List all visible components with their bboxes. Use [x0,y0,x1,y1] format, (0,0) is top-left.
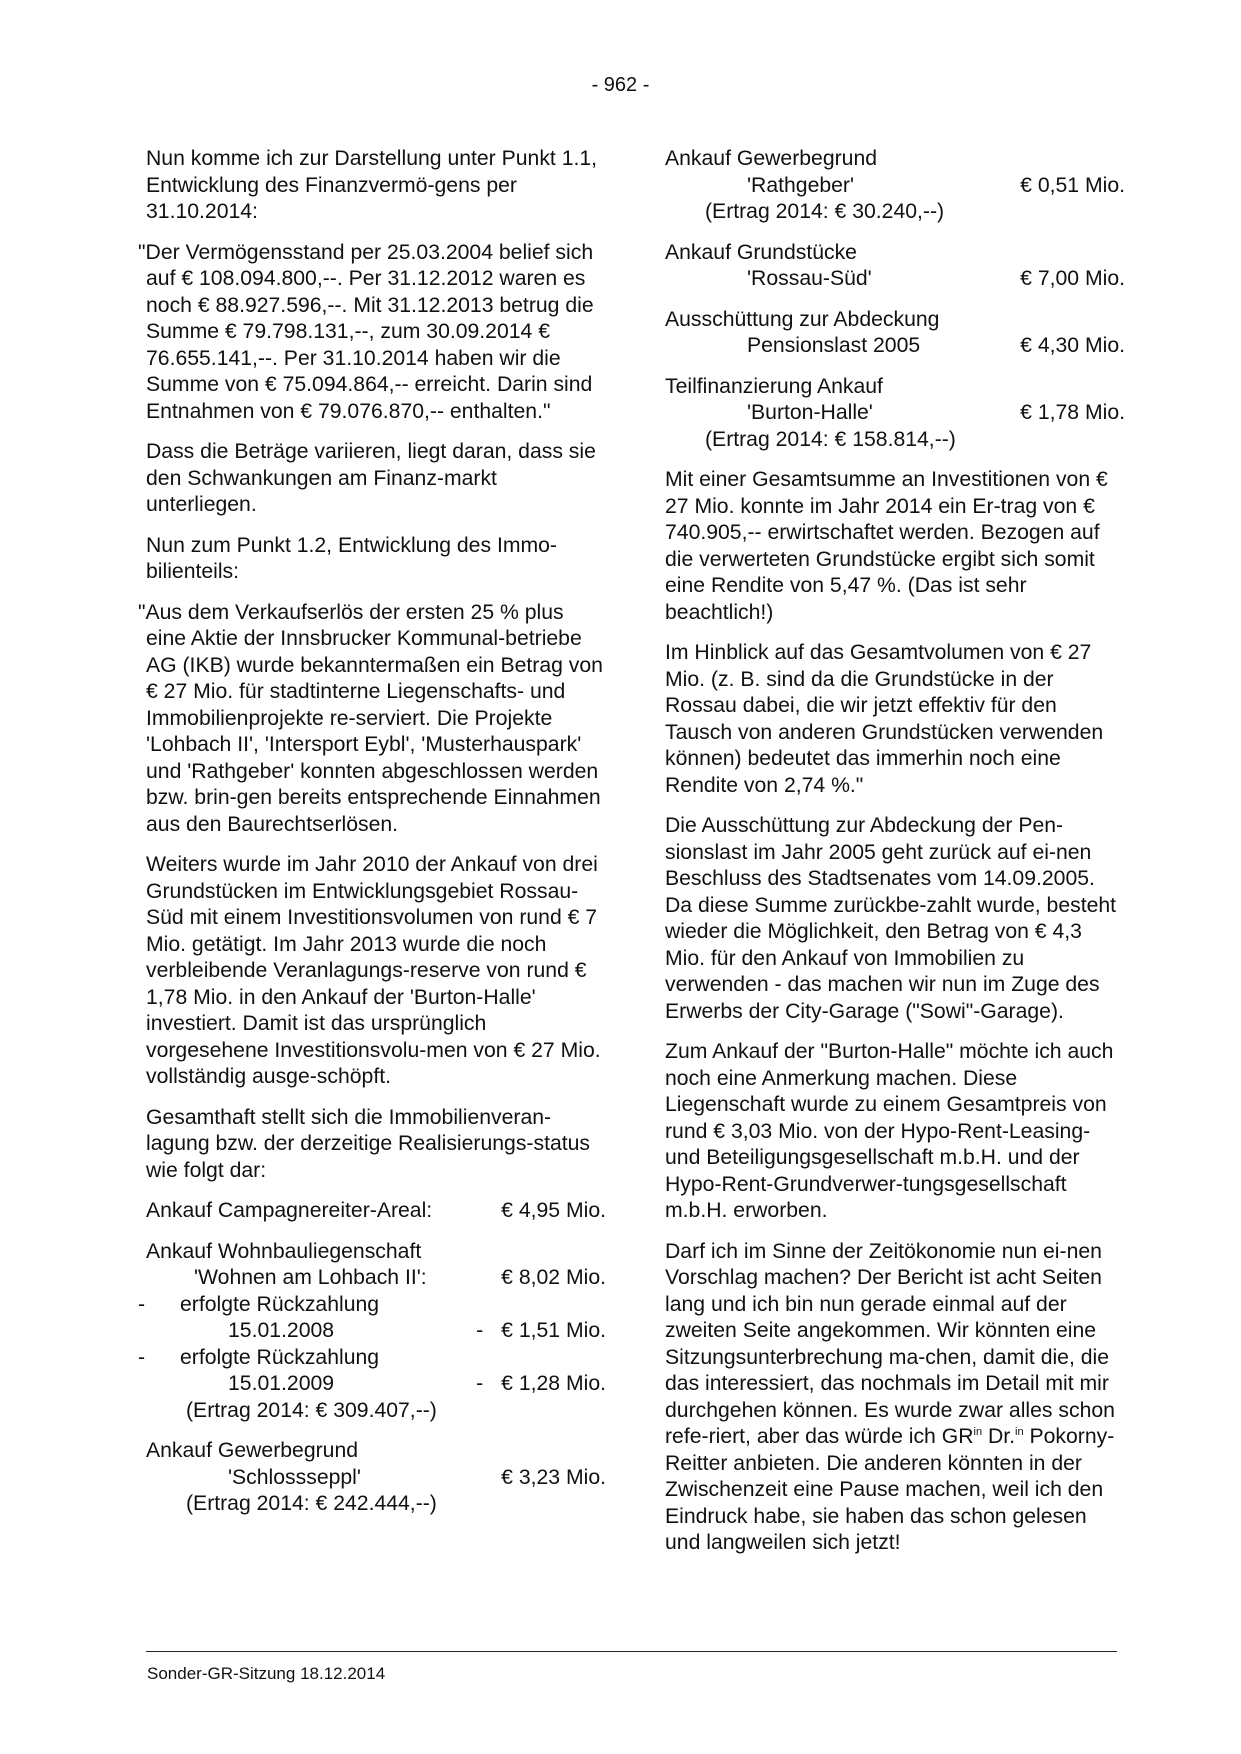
item-ertrag: (Ertrag 2014: € 158.814,--) [705,427,956,451]
item-value: € 4,30 Mio. [1020,334,1125,357]
footer-divider [146,1651,1117,1652]
item-schlossseppl [146,1438,606,1518]
item-label: Ankauf Campagnereiter-Areal: [146,1199,433,1222]
rueckzahlung-2-dash: - [476,1372,484,1395]
rueckzahlung-2-value: € 1,28 Mio. [501,1372,606,1395]
paragraph-status-intro: Gesamthaft stellt sich die Immobilienveran-lagung bzw. der derzeitige Realisierungs-status wie folgt dar: [146,1105,591,1182]
paragraph-rendite: Mit einer Gesamtsumme an Investitionen von € 27 Mio. konnte im Jahr 2014 ein Er-trag von € 740.905,-- erwirtschaftet werden. Bezogen auf die verwerteten Grundstücke ergibt sich somit eine Rendite von 5,47 %. (Das ist sehr beachtlich!) [665,468,1108,624]
paragraph-intro-1-2: Nun zum Punkt 1.2, Entwicklung des Immo-bilienteils: [146,533,557,583]
item-value: € 7,00 Mio. [1020,267,1125,290]
paragraph-investitionen: Weiters wurde im Jahr 2010 der Ankauf von drei Grundstücken im Entwicklungsgebiet Rossau-Süd mit einem Investitionsvolumen von rund € 7 Mio. getätigt. Im Jahr 2013 wurde die noch verbleibende Veranlagungs-reserve von rund € 1,78 Mio. in den Ankauf der 'Burton-Halle' investiert. Damit ist das ursprünglich vorgesehene Investitionsvolu-men von € 27 Mio. vollständig ausge-schöpft. [146,853,601,1088]
quote-immobilien: "Aus dem Verkaufserlös der ersten 25 % plus eine Aktie der Innsbrucker Kommunal-betriebe AG (IKB) wurde bekanntermaßen ein Betrag von € 27 Mio. für stadtinterne Liegenschafts- und Immobilienprojekte re-serviert. Die Projekte 'Lohbach II', 'Intersport Eybl', 'Musterhauspark' und 'Rathgeber' konnten abgeschlossen werden bzw. brin-gen bereits entsprechende Einnahmen aus den Baurechtserlösen. [138,600,603,836]
paragraph-pensionslast: Die Ausschüttung zur Abdeckung der Pen-sionslast im Jahr 2005 geht zurück auf ei-nen Beschluss des Stadtsenates vom 14.09.2005. Da diese Summe zurückbe-zahlt wurde, besteht wieder die Möglichkeit, den Betrag von € 4,3 Mio. für den Ankauf von Immobilien zu verwenden - das machen wir nun im Zuge des Erwerbs der City-Garage ("Sowi"-Garage). [665,814,1117,1023]
right-column [665,146,1125,1571]
quote-finanzvermoegen: "Der Vermögensstand per 25.03.2004 belief sich auf € 108.094.800,--. Per 31.12.2012 waren es noch € 88.927.596,--. Mit 31.12.2013 betrug die Summe € 79.798.131,--, zum 30.09.2014 € 76.655.141,--. Per 31.10.2014 haben wir die Summe von € 75.094.864,-- erreicht. Darin sind Entnahmen von € 79.076.870,-- enthalten." [138,240,594,423]
item-label: Ankauf Gewerbegrund [665,147,878,170]
item-label: Teilfinanzierung Ankauf [665,374,883,398]
left-column [138,146,606,1532]
item-value: € 0,51 Mio. [1020,173,1125,197]
rueckzahlung-1-label: - erfolgte Rückzahlung [138,1292,380,1316]
paragraph-intro-1-1: Nun komme ich zur Darstellung unter Punkt 1.1, Entwicklung des Finanzvermö-gens per 31.10.2014: [146,147,598,223]
item-campagnereiter [146,1198,606,1225]
rueckzahlung-2-date: 15.01.2009 [228,1372,335,1395]
item-label: Ankauf Wohnbauliegenschaft [146,1239,422,1263]
item-sublabel: 'Schlossseppl' [228,1465,361,1489]
item-sublabel: 'Burton-Halle' [747,401,873,424]
item-burton [665,374,1125,454]
rueckzahlung-2-label: - erfolgte Rückzahlung [138,1345,380,1369]
item-label: Ankauf Grundstücke [665,240,857,264]
item-value: € 4,95 Mio. [501,1199,606,1222]
item-label: Ankauf Gewerbegrund [146,1439,359,1462]
item-wohnbau [138,1239,606,1425]
item-ertrag: (Ertrag 2014: € 242.444,--) [186,1492,437,1515]
item-pensionslast [665,307,1125,360]
item-sublabel: 'Rathgeber' [747,173,855,197]
rueckzahlung-1-value: € 1,51 Mio. [501,1319,606,1342]
rueckzahlung-1-dash: - [476,1319,484,1342]
item-value: € 1,78 Mio. [1020,401,1125,424]
paragraph-vorschlag: Darf ich im Sinne der Zeitökonomie nun ei-nen Vorschlag machen? Der Bericht ist acht Seiten lang und ich bin nun gerade einmal auf der zweiten Seite angekommen. Wir könnten eine Sitzungsunterbrechung ma-chen, damit die, die das interessiert, das nochmals im Detail mit mir durchgehen können. Es wurde zwar alles schon refe-riert, aber das würde ich $GR^{in}$ Dr.$^{in}$ Pokorny-Reitter anbieten. Die anderen könnten in der Zwischenzeit eine Pause machen, weil ich den Eindruck habe, sie haben das schon gelesen und langweilen sich jetzt! [665,1239,1115,1554]
rueckzahlung-1-date: 15.01.2008 [228,1319,335,1342]
item-rossau [665,240,1125,293]
footer-text: Sonder-GR-Sitzung 18.12.2014 [147,1664,386,1683]
item-rathgeber [665,146,1125,226]
item-sublabel: Pensionslast 2005 [747,334,921,357]
item-value: € 8,02 Mio. [501,1266,606,1289]
paragraph-schwankungen: Dass die Beträge variieren, liegt daran, dass sie den Schwankungen am Finanz-markt unterliegen. [146,440,596,516]
page-number: - 962 - [591,74,650,96]
item-label: Ausschüttung zur Abdeckung [665,307,940,331]
paragraph-burton-halle: Zum Ankauf der "Burton-Halle" möchte ich auch noch eine Anmerkung machen. Diese Liegenschaft wurde zu einem Gesamtpreis von rund € 3,03 Mio. von der Hypo-Rent-Leasing- und Beteiligungsgesellschaft m.b.H. und der Hypo-Rent-Grundverwer-tungsgesellschaft m.b.H. erworben. [665,1040,1114,1222]
item-sublabel: 'Wohnen am Lohbach II': [194,1266,427,1289]
paragraph-gesamtvolumen: Im Hinblick auf das Gesamtvolumen von € 27 Mio. (z. B. sind da die Grundstücke in der Rossau dabei, die wir jetzt effektiv für den Tausch von anderen Grundstücken verwenden können) bedeutet das immerhin noch eine Rendite von 2,74 %." [665,641,1104,797]
item-ertrag: (Ertrag 2014: € 309.407,--) [186,1398,437,1422]
item-ertrag: (Ertrag 2014: € 30.240,--) [705,200,945,223]
item-sublabel: 'Rossau-Süd' [747,267,872,290]
item-value: € 3,23 Mio. [501,1465,606,1489]
